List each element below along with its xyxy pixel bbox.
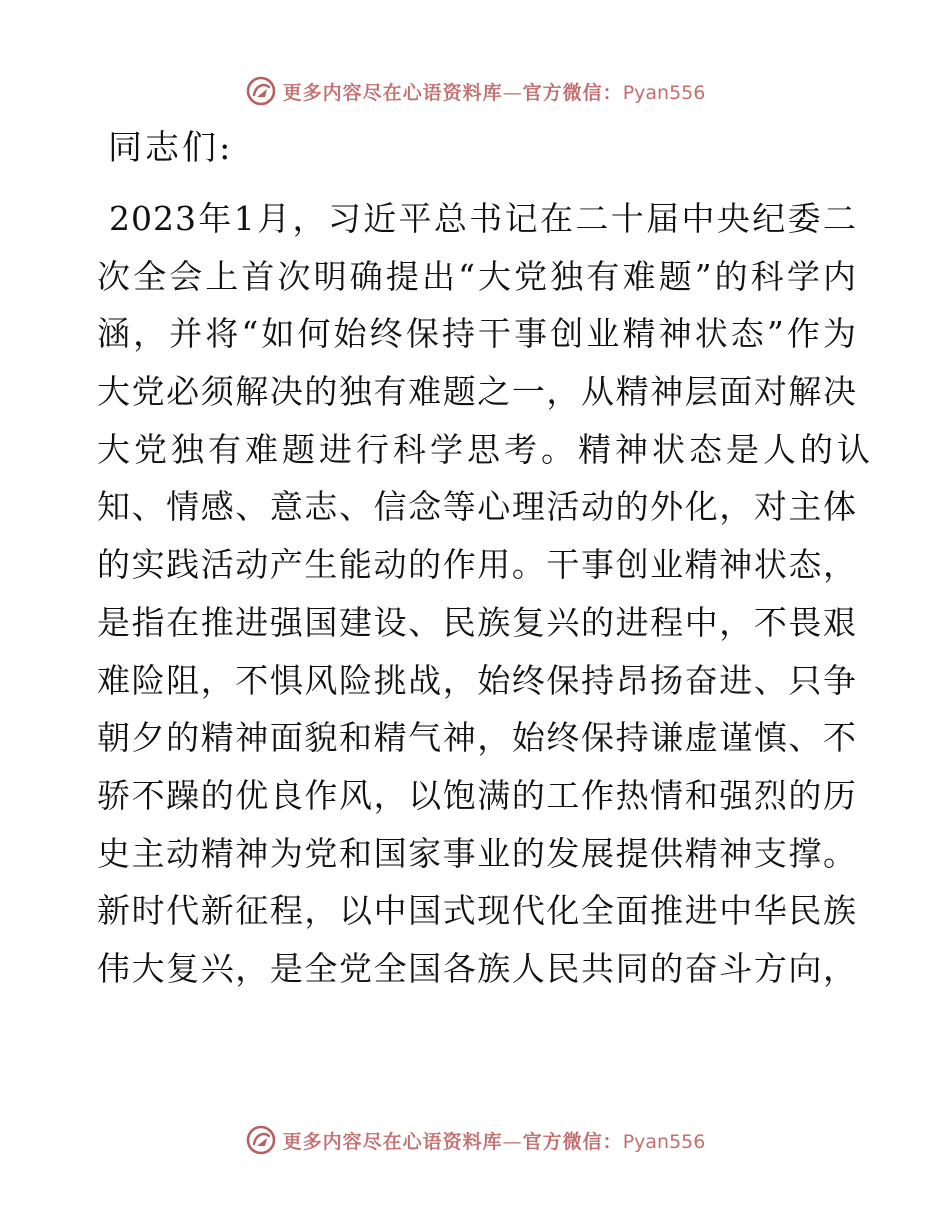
body-line: 难险阻，不惧风险挑战，始终保持昂扬奋进、只争 — [97, 660, 857, 700]
watermark-site-label: 更多内容尽在心语资料库 — [282, 1130, 503, 1153]
watermark-text — [283, 78, 706, 105]
watermark-wechat-id: Pyan556 — [622, 1130, 706, 1153]
watermark-dash: — — [502, 81, 523, 104]
body-line: 伟大复兴，是全党全国各族人民共同的奋斗方向， — [97, 948, 857, 988]
body-line: 2023年1月，习近平总书记在二十届中央纪委二 — [109, 199, 857, 238]
header-watermark — [0, 71, 950, 111]
body-line: 次全会上首次明确提出“大党独有难题”的科学内 — [97, 256, 857, 296]
mind-logo-icon — [245, 1124, 277, 1156]
watermark-wechat-label: 官方微信： — [522, 1130, 623, 1153]
watermark-text — [283, 1127, 706, 1154]
body-line: 大党必须解决的独有难题之一，从精神层面对解决 — [97, 372, 857, 412]
body-line: 涵，并将“如何始终保持干事创业精神状态”作为 — [97, 314, 857, 354]
body-line: 骄不躁的优良作风，以饱满的工作热情和强烈的历 — [97, 775, 857, 815]
salutation: 同志们: — [108, 128, 234, 168]
footer-watermark — [0, 1120, 950, 1160]
mind-logo-icon — [245, 75, 277, 107]
watermark-wechat-label: 官方微信： — [522, 81, 623, 104]
body-paragraph — [97, 190, 874, 998]
body-line: 朝夕的精神面貌和精气神，始终保持谦虚谨慎、不 — [97, 718, 857, 758]
body-line: 史主动精神为党和国家事业的发展提供精神支撑。 — [97, 833, 857, 873]
body-line: 大党独有难题进行科学思考。精神状态是人的认 — [97, 429, 874, 469]
body-line: 的实践活动产生能动的作用。干事创业精神状态， — [97, 545, 857, 585]
watermark-site-label: 更多内容尽在心语资料库 — [282, 81, 503, 104]
body-line: 是指在推进强国建设、民族复兴的进程中，不畏艰 — [97, 602, 857, 642]
watermark-wechat-id: Pyan556 — [622, 81, 706, 104]
body-line: 知、情感、意志、信念等心理活动的外化，对主体 — [97, 487, 857, 527]
body-line: 新时代新征程，以中国式现代化全面推进中华民族 — [97, 891, 857, 931]
watermark-dash: — — [502, 1130, 523, 1153]
